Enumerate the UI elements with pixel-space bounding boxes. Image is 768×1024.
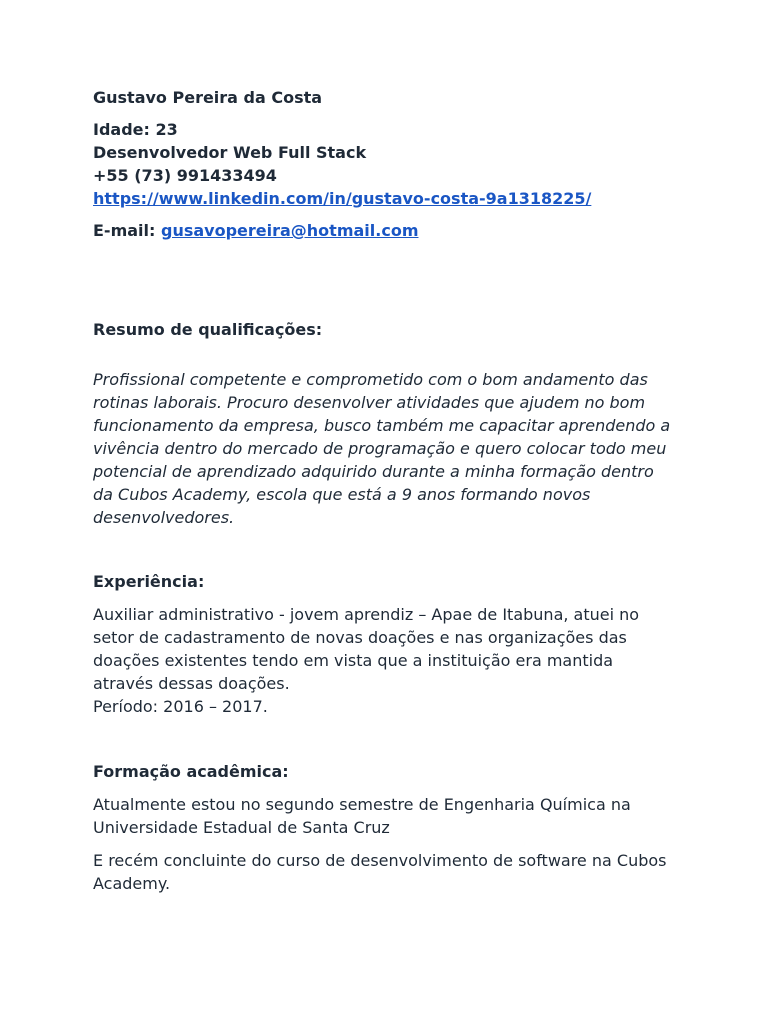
linkedin-row xyxy=(93,187,693,210)
summary-line: da Cubos Academy, escola que está a 9 anos formando novos xyxy=(93,485,591,504)
experience-line: através dessas doações. xyxy=(93,674,290,693)
summary-line: rotinas laborais. Procuro desenvolver atividades que ajudem no bom xyxy=(93,393,646,412)
summary-paragraph xyxy=(93,368,693,529)
email-label: E-mail: xyxy=(93,221,161,240)
contact-block xyxy=(93,118,693,242)
resume-document xyxy=(93,86,693,895)
education-heading: Formação acadêmica: xyxy=(93,762,289,781)
education-line: Academy. xyxy=(93,874,171,893)
summary-line: potencial de aprendizado adquirido durante a minha formação dentro xyxy=(93,462,654,481)
job-title: Desenvolvedor Web Full Stack xyxy=(93,143,367,162)
candidate-name: Gustavo Pereira da Costa xyxy=(93,88,323,107)
education-line: E recém concluinte do curso de desenvolvimento de software na Cubos xyxy=(93,851,667,870)
experience-line: Auxiliar administrativo - jovem aprendiz – Apae de Itabuna, atuei no xyxy=(93,605,640,624)
education-paragraph xyxy=(93,849,693,895)
summary-line: desenvolvedores. xyxy=(93,508,235,527)
summary-line: Profissional competente e comprometido com o bom andamento das xyxy=(93,370,648,389)
experience-line: setor de cadastramento de novas doações e nas organizações das xyxy=(93,628,627,647)
linkedin-link[interactable]: https://www.linkedin.com/in/gustavo-costa-9a1318225/ xyxy=(93,189,592,208)
experience-heading: Experiência: xyxy=(93,572,205,591)
email-link[interactable]: gusavopereira@hotmail.com xyxy=(160,221,419,240)
education-line: Atualmente estou no segundo semestre de Engenharia Química na xyxy=(93,795,631,814)
experience-period: Período: 2016 – 2017. xyxy=(93,697,268,716)
age: Idade: 23 xyxy=(93,120,178,139)
phone-number: +55 (73) 991433494 xyxy=(93,166,277,185)
summary-heading: Resumo de qualificações: xyxy=(93,320,323,339)
experience-paragraph xyxy=(93,603,693,718)
experience-line: doações existentes tendo em vista que a instituição era mantida xyxy=(93,651,614,670)
email-row xyxy=(93,219,693,242)
education-line: Universidade Estadual de Santa Cruz xyxy=(93,818,390,837)
education-paragraph xyxy=(93,793,693,839)
summary-line: vivência dentro do mercado de programação e quero colocar todo meu xyxy=(93,439,667,458)
summary-line: funcionamento da empresa, busco também me capacitar aprendendo a xyxy=(93,416,671,435)
